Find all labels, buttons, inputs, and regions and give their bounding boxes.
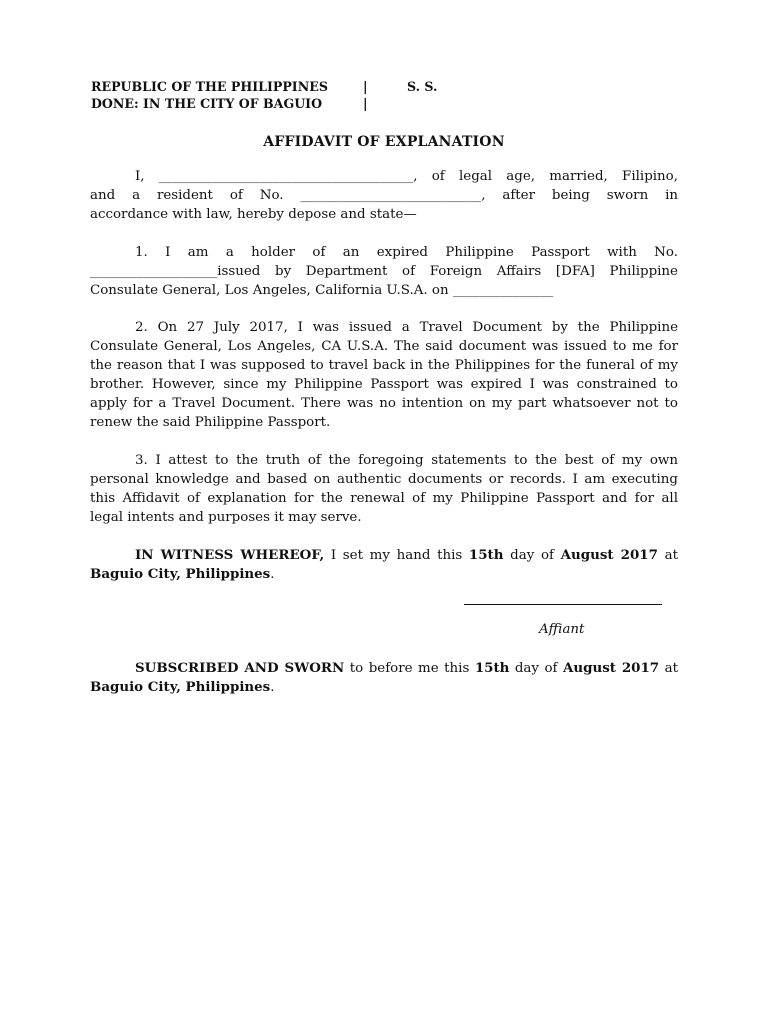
venue-city: DONE: IN THE CITY OF BAGUIO xyxy=(91,96,323,111)
venue-ss: S. S. xyxy=(407,79,438,94)
witness-line-2 xyxy=(90,565,678,584)
text-line: I, ______________________________________, of legal age, married, Filipino, xyxy=(135,169,678,184)
venue-header xyxy=(91,78,438,112)
witness-month-year: August 2017 xyxy=(560,547,658,563)
text-line: brother. However, since my Philippine Passport was expired I was constrained to xyxy=(90,377,678,392)
witness-place: Baguio City, Philippines xyxy=(90,566,271,582)
jurat-line-1 xyxy=(90,659,678,678)
jurat-clause xyxy=(90,659,678,697)
jurat-month-year: August 2017 xyxy=(562,660,660,676)
witness-day: 15th xyxy=(468,547,504,563)
text-line: 3. I attest to the truth of the foregoing statements to the best of my own xyxy=(135,453,678,468)
text-line: apply for a Travel Document. There was no intention on my part whatsoever not to xyxy=(90,396,678,411)
affiant-signature-line xyxy=(464,604,662,605)
venue-separator: | xyxy=(363,96,368,111)
text-line: the reason that I was supposed to travel back in the Philippines for the funeral of my xyxy=(90,358,678,373)
text-line: Consulate General, Los Angeles, CA U.S.A. The said document was issued to me for xyxy=(90,339,678,354)
document-title: AFFIDAVIT OF EXPLANATION xyxy=(263,134,505,150)
jurat-period: . xyxy=(270,680,275,695)
jurat-text: to before me this xyxy=(344,661,475,676)
jurat-text: day of xyxy=(509,661,563,676)
text-line: 1. I am a holder of an expired Philippine Passport with No. xyxy=(135,245,678,260)
witness-text: at xyxy=(657,548,678,563)
text-line: ___________________issued by Department of Foreign Affairs [DFA] Philippine xyxy=(90,264,678,279)
venue-row-1 xyxy=(91,78,438,95)
text-line: this Affidavit of explanation for the renewal of my Philippine Passport and for all xyxy=(90,491,678,506)
venue-row-2 xyxy=(91,95,368,112)
jurat-place: Baguio City, Philippines xyxy=(90,679,271,695)
jurat-lead: SUBSCRIBED AND SWORN xyxy=(135,660,345,676)
text-line: Consulate General, Los Angeles, California U.S.A. on _______________ xyxy=(90,283,554,298)
paragraph-1 xyxy=(90,243,678,300)
paragraph-2 xyxy=(90,318,678,432)
text-line: and a resident of No. ___________________________, after being sworn in xyxy=(90,188,678,203)
jurat-text: at xyxy=(659,661,678,676)
witness-lead: IN WITNESS WHEREOF, xyxy=(135,547,325,563)
witness-text: I set my hand this xyxy=(324,548,469,563)
paragraph-3 xyxy=(90,451,678,527)
text-line: legal intents and purposes it may serve. xyxy=(90,510,362,525)
text-line: renew the said Philippine Passport. xyxy=(90,415,331,430)
text-line: personal knowledge and based on authentic documents or records. I am executing xyxy=(90,472,678,487)
text-line: accordance with law, hereby depose and state— xyxy=(90,207,417,222)
jurat-day: 15th xyxy=(474,660,510,676)
venue-republic: REPUBLIC OF THE PHILIPPINES xyxy=(91,79,328,94)
text-line: 2. On 27 July 2017, I was issued a Travel Document by the Philippine xyxy=(135,320,678,335)
witness-line-1 xyxy=(90,546,678,565)
witness-text: day of xyxy=(503,548,561,563)
venue-separator: | xyxy=(363,79,368,94)
intro-paragraph xyxy=(90,167,678,224)
affiant-label: Affiant xyxy=(539,622,585,637)
jurat-line-2 xyxy=(90,678,678,697)
witness-period: . xyxy=(270,567,275,582)
witness-clause xyxy=(90,546,678,584)
